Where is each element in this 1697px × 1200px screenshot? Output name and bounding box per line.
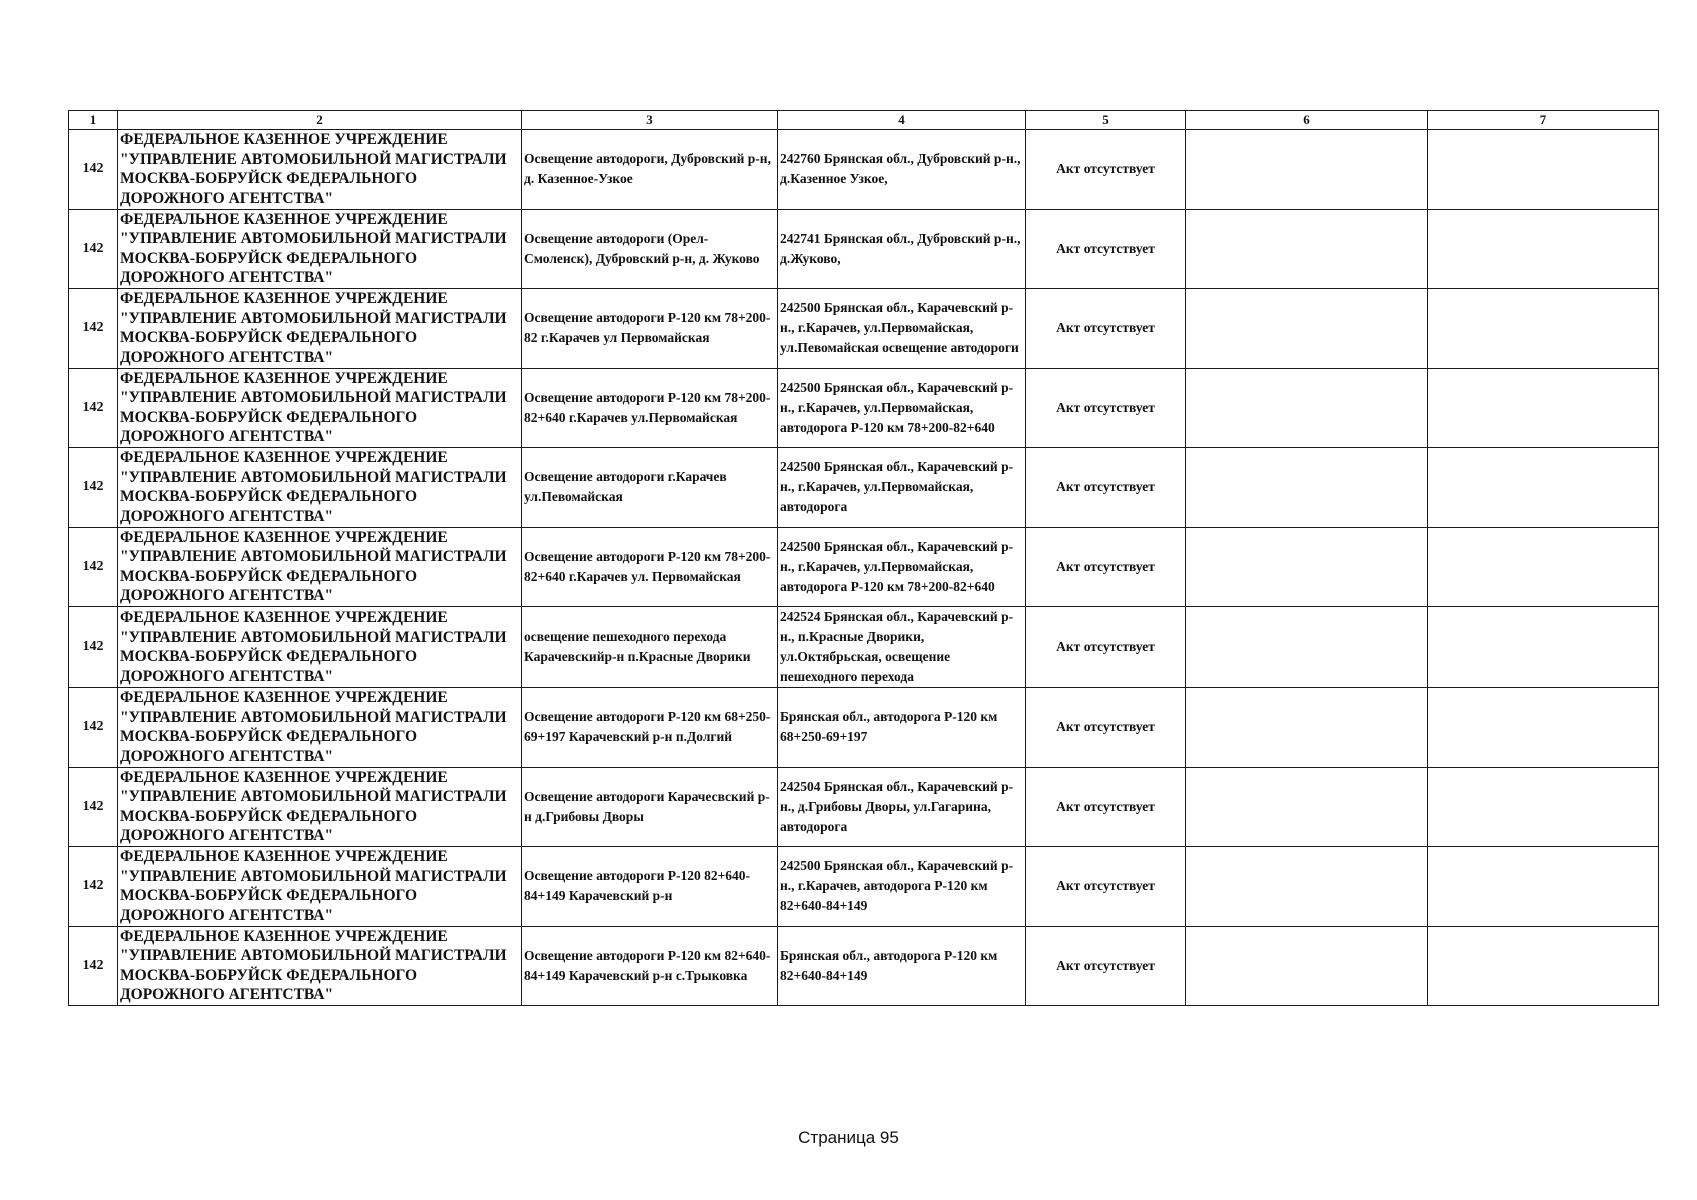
table-row: [69, 607, 1659, 688]
organization-cell: ФЕДЕРАЛЬНОЕ КАЗЕННОЕ УЧРЕЖДЕНИЕ "УПРАВЛЕНИЕ АВТОМОБИЛЬНОЙ МАГИСТРАЛИ МОСКВА-БОБРУЙСК ФЕДЕРАЛЬНОГО ДОРОЖНОГО АГЕНТСТВА": [118, 607, 522, 688]
act-status-cell: Акт отсутствует: [1026, 926, 1186, 1006]
table-row: [69, 688, 1659, 768]
organization-cell: ФЕДЕРАЛЬНОЕ КАЗЕННОЕ УЧРЕЖДЕНИЕ "УПРАВЛЕНИЕ АВТОМОБИЛЬНОЙ МАГИСТРАЛИ МОСКВА-БОБРУЙСК ФЕДЕРАЛЬНОГО ДОРОЖНОГО АГЕНТСТВА": [118, 209, 522, 289]
table-row: [69, 448, 1659, 528]
address-cell: Брянская обл., автодорога Р-120 км 82+640-84+149: [778, 926, 1026, 1006]
object-cell: Освещение автодороги Р-120 км 78+200-82+640 г.Карачев ул.Первомайская: [522, 368, 778, 448]
organization-cell: ФЕДЕРАЛЬНОЕ КАЗЕННОЕ УЧРЕЖДЕНИЕ "УПРАВЛЕНИЕ АВТОМОБИЛЬНОЙ МАГИСТРАЛИ МОСКВА-БОБРУЙСК ФЕДЕРАЛЬНОГО ДОРОЖНОГО АГЕНТСТВА": [118, 926, 522, 1006]
column-number-row: [69, 111, 1659, 130]
address-cell: 242500 Брянская обл., Карачевский р-н., г.Карачев, ул.Первомайская, ул.Певомайская освещение автодороги: [778, 289, 1026, 369]
act-status-cell: Акт отсутствует: [1026, 368, 1186, 448]
act-status-cell: Акт отсутствует: [1026, 527, 1186, 607]
row-number: 142: [69, 368, 118, 448]
row-number: 142: [69, 926, 118, 1006]
empty-cell: [1428, 926, 1659, 1006]
row-number: 142: [69, 527, 118, 607]
table-row: [69, 527, 1659, 607]
empty-cell: [1186, 767, 1428, 847]
table-row: [69, 368, 1659, 448]
table-row: [69, 209, 1659, 289]
address-cell: 242504 Брянская обл., Карачевский р-н., д.Грибовы Дворы, ул.Гагарина, автодорога: [778, 767, 1026, 847]
address-cell: 242760 Брянская обл., Дубровский р-н., д.Казенное Узкое,: [778, 130, 1026, 210]
empty-cell: [1186, 289, 1428, 369]
empty-cell: [1428, 368, 1659, 448]
object-cell: Освещение автодороги Р-120 км 68+250-69+197 Карачевский р-н п.Долгий: [522, 688, 778, 768]
row-number: 142: [69, 688, 118, 768]
act-status-cell: Акт отсутствует: [1026, 209, 1186, 289]
empty-cell: [1428, 688, 1659, 768]
empty-cell: [1428, 767, 1659, 847]
row-number: 142: [69, 767, 118, 847]
object-cell: Освещение автодороги Р-120 км 78+200-82 г.Карачев ул Первомайская: [522, 289, 778, 369]
organization-cell: ФЕДЕРАЛЬНОЕ КАЗЕННОЕ УЧРЕЖДЕНИЕ "УПРАВЛЕНИЕ АВТОМОБИЛЬНОЙ МАГИСТРАЛИ МОСКВА-БОБРУЙСК ФЕДЕРАЛЬНОГО ДОРОЖНОГО АГЕНТСТВА": [118, 527, 522, 607]
row-number: 142: [69, 448, 118, 528]
empty-cell: [1428, 209, 1659, 289]
object-cell: Освещение автодороги Р-120 км 78+200-82+640 г.Карачев ул. Первомайская: [522, 527, 778, 607]
address-cell: 242500 Брянская обл., Карачевский р-н., г.Карачев, ул.Первомайская, автодорога Р-120 км 78+200-82+640: [778, 368, 1026, 448]
organization-cell: ФЕДЕРАЛЬНОЕ КАЗЕННОЕ УЧРЕЖДЕНИЕ "УПРАВЛЕНИЕ АВТОМОБИЛЬНОЙ МАГИСТРАЛИ МОСКВА-БОБРУЙСК ФЕДЕРАЛЬНОГО ДОРОЖНОГО АГЕНТСТВА": [118, 688, 522, 768]
row-number: 142: [69, 847, 118, 927]
table-row: [69, 130, 1659, 210]
row-number: 142: [69, 607, 118, 688]
organization-cell: ФЕДЕРАЛЬНОЕ КАЗЕННОЕ УЧРЕЖДЕНИЕ "УПРАВЛЕНИЕ АВТОМОБИЛЬНОЙ МАГИСТРАЛИ МОСКВА-БОБРУЙСК ФЕДЕРАЛЬНОГО ДОРОЖНОГО АГЕНТСТВА": [118, 368, 522, 448]
row-number: 142: [69, 289, 118, 369]
empty-cell: [1186, 368, 1428, 448]
object-cell: Освещение автодороги Карачесвский р-н д.Грибовы Дворы: [522, 767, 778, 847]
empty-cell: [1428, 607, 1659, 688]
act-status-cell: Акт отсутствует: [1026, 289, 1186, 369]
row-number: 142: [69, 209, 118, 289]
column-number: 3: [522, 111, 778, 130]
column-number: 5: [1026, 111, 1186, 130]
object-cell: освещение пешеходного перехода Карачевскийр-н п.Красные Дворики: [522, 607, 778, 688]
empty-cell: [1428, 448, 1659, 528]
empty-cell: [1186, 607, 1428, 688]
object-cell: Освещение автодороги Р-120 км 82+640-84+149 Карачевский р-н с.Трыковка: [522, 926, 778, 1006]
column-number: 1: [69, 111, 118, 130]
empty-cell: [1186, 448, 1428, 528]
column-number: 2: [118, 111, 522, 130]
empty-cell: [1186, 527, 1428, 607]
empty-cell: [1428, 847, 1659, 927]
empty-cell: [1428, 130, 1659, 210]
empty-cell: [1428, 289, 1659, 369]
page-number: Страница 95: [798, 1128, 899, 1147]
organization-cell: ФЕДЕРАЛЬНОЕ КАЗЕННОЕ УЧРЕЖДЕНИЕ "УПРАВЛЕНИЕ АВТОМОБИЛЬНОЙ МАГИСТРАЛИ МОСКВА-БОБРУЙСК ФЕДЕРАЛЬНОГО ДОРОЖНОГО АГЕНТСТВА": [118, 130, 522, 210]
organization-cell: ФЕДЕРАЛЬНОЕ КАЗЕННОЕ УЧРЕЖДЕНИЕ "УПРАВЛЕНИЕ АВТОМОБИЛЬНОЙ МАГИСТРАЛИ МОСКВА-БОБРУЙСК ФЕДЕРАЛЬНОГО ДОРОЖНОГО АГЕНТСТВА": [118, 767, 522, 847]
column-number: 7: [1428, 111, 1659, 130]
address-cell: 242500 Брянская обл., Карачевский р-н., г.Карачев, ул.Первомайская, автодорога Р-120 км 78+200-82+640: [778, 527, 1026, 607]
table-row: [69, 847, 1659, 927]
empty-cell: [1186, 209, 1428, 289]
row-number: 142: [69, 130, 118, 210]
act-status-cell: Акт отсутствует: [1026, 847, 1186, 927]
address-cell: 242500 Брянская обл., Карачевский р-н., г.Карачев, ул.Первомайская, автодорога: [778, 448, 1026, 528]
act-status-cell: Акт отсутствует: [1026, 607, 1186, 688]
act-status-cell: Акт отсутствует: [1026, 767, 1186, 847]
table-row: [69, 767, 1659, 847]
object-cell: Освещение автодороги, Дубровский р-н, д. Казенное-Узкое: [522, 130, 778, 210]
table-row: [69, 926, 1659, 1006]
act-status-cell: Акт отсутствует: [1026, 688, 1186, 768]
organization-cell: ФЕДЕРАЛЬНОЕ КАЗЕННОЕ УЧРЕЖДЕНИЕ "УПРАВЛЕНИЕ АВТОМОБИЛЬНОЙ МАГИСТРАЛИ МОСКВА-БОБРУЙСК ФЕДЕРАЛЬНОГО ДОРОЖНОГО АГЕНТСТВА": [118, 289, 522, 369]
column-number: 4: [778, 111, 1026, 130]
empty-cell: [1186, 130, 1428, 210]
empty-cell: [1186, 926, 1428, 1006]
address-cell: 242500 Брянская обл., Карачевский р-н., г.Карачев, автодорога Р-120 км 82+640-84+149: [778, 847, 1026, 927]
address-cell: 242741 Брянская обл., Дубровский р-н., д.Жуково,: [778, 209, 1026, 289]
act-status-cell: Акт отсутствует: [1026, 130, 1186, 210]
object-cell: Освещение автодороги (Орел-Смоленск), Дубровский р-н, д. Жуково: [522, 209, 778, 289]
organization-cell: ФЕДЕРАЛЬНОЕ КАЗЕННОЕ УЧРЕЖДЕНИЕ "УПРАВЛЕНИЕ АВТОМОБИЛЬНОЙ МАГИСТРАЛИ МОСКВА-БОБРУЙСК ФЕДЕРАЛЬНОГО ДОРОЖНОГО АГЕНТСТВА": [118, 448, 522, 528]
empty-cell: [1186, 688, 1428, 768]
address-cell: Брянская обл., автодорога Р-120 км 68+250-69+197: [778, 688, 1026, 768]
empty-cell: [1186, 847, 1428, 927]
object-cell: Освещение автодороги г.Карачев ул.Певомайская: [522, 448, 778, 528]
act-status-cell: Акт отсутствует: [1026, 448, 1186, 528]
column-number: 6: [1186, 111, 1428, 130]
object-cell: Освещение автодороги Р-120 82+640-84+149 Карачевский р-н: [522, 847, 778, 927]
table-row: [69, 289, 1659, 369]
address-cell: 242524 Брянская обл., Карачевский р-н., п.Красные Дворики, ул.Октябрьская, освещение пешеходного перехода: [778, 607, 1026, 688]
organization-cell: ФЕДЕРАЛЬНОЕ КАЗЕННОЕ УЧРЕЖДЕНИЕ "УПРАВЛЕНИЕ АВТОМОБИЛЬНОЙ МАГИСТРАЛИ МОСКВА-БОБРУЙСК ФЕДЕРАЛЬНОГО ДОРОЖНОГО АГЕНТСТВА": [118, 847, 522, 927]
register-table: [68, 110, 1659, 1006]
empty-cell: [1428, 527, 1659, 607]
